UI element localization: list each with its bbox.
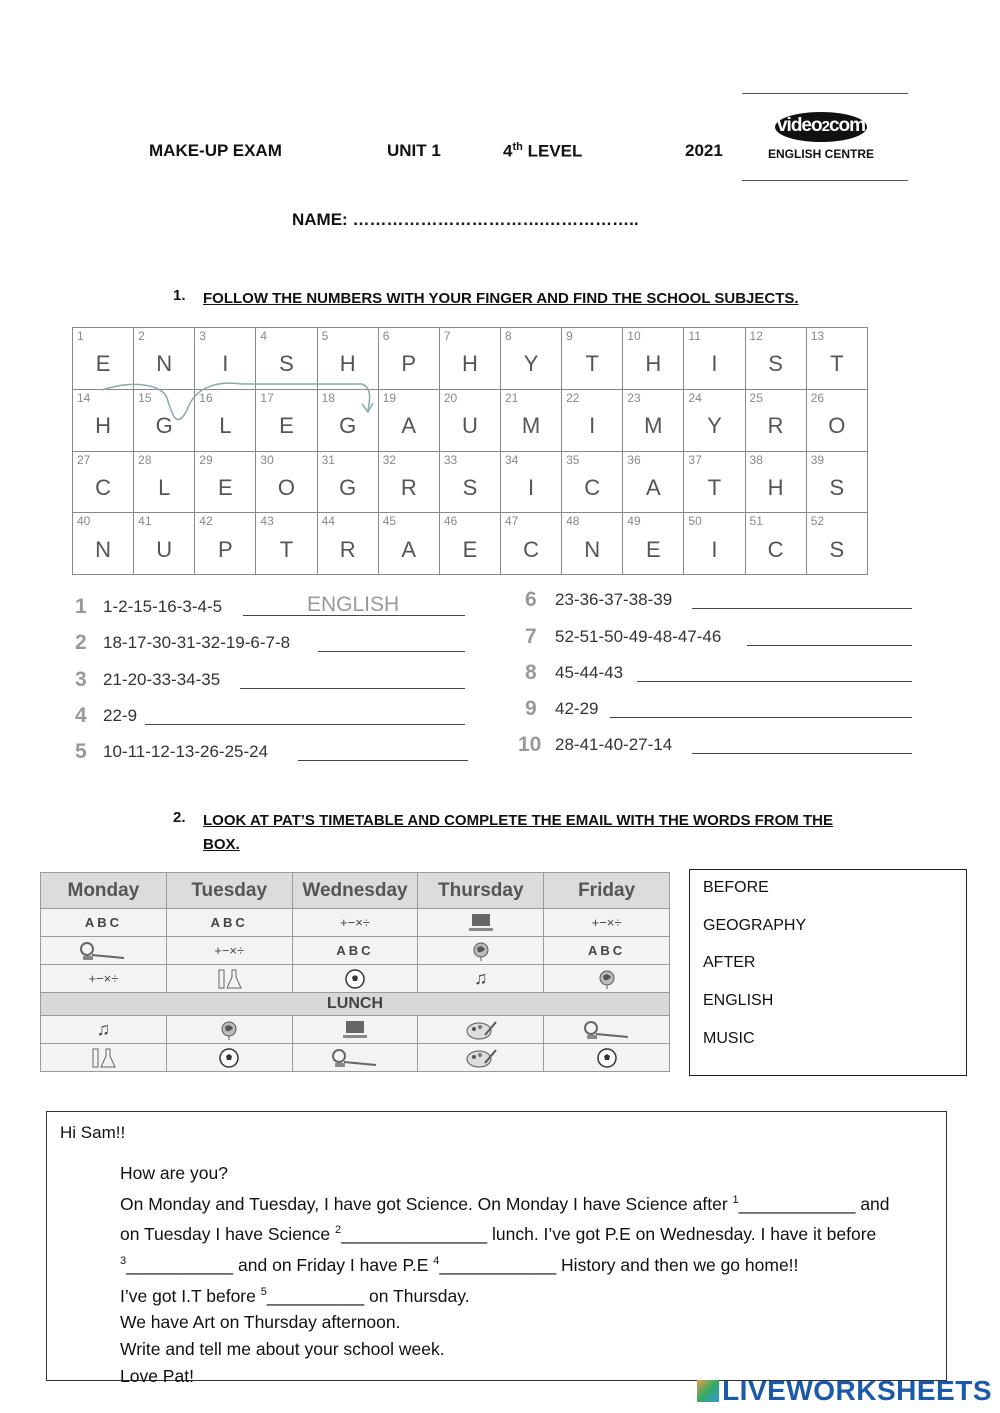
email-line: Love Pat! xyxy=(120,1365,194,1386)
grid-cell: 5 H xyxy=(317,328,378,390)
maths-icon: +−×÷ xyxy=(292,909,418,937)
day-wednesday: Wednesday xyxy=(292,873,418,909)
grid-cell: 1 E xyxy=(73,328,134,390)
science-flask-icon xyxy=(166,965,292,993)
grid-cell: 28 L xyxy=(134,451,195,513)
football-icon xyxy=(544,1044,670,1072)
number-sequence: 45-44-43 xyxy=(555,663,624,682)
email-line: on Tuesday I have Science $^2$_______________ lunch. I’ve got P.E on Wednesday. I have it before xyxy=(120,1224,877,1245)
grid-cell: 15 G xyxy=(134,389,195,451)
day-tuesday: Tuesday xyxy=(166,873,292,909)
maths-icon: +−×÷ xyxy=(544,909,670,937)
grid-cell: 31 G xyxy=(317,451,378,513)
item-number: 6 xyxy=(525,588,537,611)
answer-line[interactable] xyxy=(298,742,468,761)
grid-cell: 46 E xyxy=(439,513,500,575)
grid-cell: 7 H xyxy=(439,328,500,390)
grid-cell: 26 O xyxy=(806,389,867,451)
grid-cell: 42 P xyxy=(195,513,256,575)
grid-cell: 23 M xyxy=(623,389,684,451)
email-line: How are you? xyxy=(120,1163,228,1183)
grid-cell: 40 N xyxy=(73,513,134,575)
grid-cell: 13 T xyxy=(806,328,867,390)
grid-cell: 24 Y xyxy=(684,389,745,451)
exam-title: MAKE-UP EXAM xyxy=(149,141,282,160)
logo-bottom-rule xyxy=(742,180,908,181)
maths-icon: +−×÷ xyxy=(41,965,167,993)
word-box xyxy=(689,869,967,1076)
art-palette-icon xyxy=(418,1016,544,1044)
grid-cell: 45 A xyxy=(378,513,439,575)
grid-cell: 49 E xyxy=(623,513,684,575)
grid-cell: 47 C xyxy=(500,513,561,575)
level-label: 4th LEVEL xyxy=(503,141,583,161)
day-thursday: Thursday xyxy=(418,873,544,909)
logo-top-rule xyxy=(742,93,908,94)
email-body xyxy=(120,1160,920,1390)
name-field[interactable]: NAME: …………………………….…………….. xyxy=(292,210,639,229)
lunch-row: LUNCH xyxy=(41,993,670,1016)
computer-icon xyxy=(418,909,544,937)
grid-cell: 4 S xyxy=(256,328,317,390)
grid-cell: 39 S xyxy=(806,451,867,513)
item-number: 7 xyxy=(525,625,537,648)
grid-cell: 43 T xyxy=(256,513,317,575)
day-friday: Friday xyxy=(544,873,670,909)
item-number: 10 xyxy=(518,733,542,756)
grid-cell: 35 C xyxy=(562,451,623,513)
blank-4[interactable]: ____________ History and then we go home!! xyxy=(439,1254,799,1275)
grid-cell: 21 M xyxy=(500,389,561,451)
word-after: AFTER xyxy=(703,954,756,971)
email-box xyxy=(46,1111,947,1386)
number-sequence: 28-41-40-27-14 xyxy=(555,735,673,754)
blank-3[interactable]: ___________ and on Friday I have P.E xyxy=(126,1254,434,1275)
q2-heading: 2. LOOK AT PAT’S TIMETABLE AND COMPLETE THE EMAIL WITH THE WORDS FROM THE BOX. xyxy=(173,809,833,853)
email-line: I’ve got I.T before $^5$__________ on Thursday. xyxy=(120,1285,470,1306)
number-sequence: 23-36-37-38-39 xyxy=(555,590,673,609)
email-line: Write and tell me about your school week. xyxy=(120,1339,445,1360)
globe-icon xyxy=(418,937,544,965)
item-number: 4 xyxy=(75,704,87,727)
answer-line[interactable] xyxy=(610,699,912,718)
grid-cell: 52 S xyxy=(806,513,867,575)
number-sequence: 1-2-15-16-3-4-5 xyxy=(103,597,223,616)
art-palette-icon xyxy=(418,1044,544,1072)
grid-cell: 37 T xyxy=(684,451,745,513)
word-music: MUSIC xyxy=(703,1030,755,1047)
music-note-icon: ♫ xyxy=(418,965,544,993)
music-note-icon: ♫ xyxy=(41,1016,167,1044)
grid-cell: 30 O xyxy=(256,451,317,513)
science-microscope-icon xyxy=(292,1044,418,1072)
grid-cell: 20 U xyxy=(439,389,500,451)
grid-cell: 36 A xyxy=(623,451,684,513)
english-icon: ABC xyxy=(544,937,670,965)
timetable xyxy=(40,872,670,1072)
unit-label: UNIT 1 xyxy=(387,141,441,160)
globe-icon xyxy=(166,1016,292,1044)
english-icon: ABC xyxy=(292,937,418,965)
grid-cell: 38 H xyxy=(745,451,806,513)
grid-cell: 32 R xyxy=(378,451,439,513)
word-geography: GEOGRAPHY xyxy=(703,917,807,934)
item-number: 3 xyxy=(75,668,87,691)
blank-2[interactable]: _______________ lunch. I’ve got P.E on Wednesday. I have it before xyxy=(341,1224,877,1245)
answer-line[interactable] xyxy=(145,706,465,725)
english-icon: ABC xyxy=(166,909,292,937)
grid-cell: 41 U xyxy=(134,513,195,575)
answer-line[interactable] xyxy=(692,590,912,609)
answer-line[interactable] xyxy=(747,627,912,646)
letter-grid xyxy=(72,327,868,575)
item-number: 8 xyxy=(525,661,537,684)
answer-line[interactable] xyxy=(318,633,465,652)
email-line: $^3$___________ and on Friday I have P.E $^4$____________ History and then we go home!! xyxy=(120,1254,799,1275)
science-microscope-icon xyxy=(544,1016,670,1044)
grid-cell: 6 P xyxy=(378,328,439,390)
grid-cell: 33 S xyxy=(439,451,500,513)
english-icon: ABC xyxy=(41,909,167,937)
blank-5[interactable]: __________ on Thursday. xyxy=(266,1285,470,1306)
grid-cell: 48 N xyxy=(562,513,623,575)
item-number: 5 xyxy=(75,740,87,763)
football-icon xyxy=(166,1044,292,1072)
logo: video2com xyxy=(775,112,867,142)
email-line: We have Art on Thursday afternoon. xyxy=(120,1312,401,1333)
grid-cell: 12 S xyxy=(745,328,806,390)
number-sequence: 22-9 xyxy=(103,706,138,725)
grid-cell: 3 I xyxy=(195,328,256,390)
grid-cell: 17 E xyxy=(256,389,317,451)
grid-cell: 29 E xyxy=(195,451,256,513)
grid-cell: 34 I xyxy=(500,451,561,513)
email-line: On Monday and Tuesday, I have got Science. On Monday I have Science after $^1$____________ and xyxy=(120,1193,890,1214)
grid-cell: 27 C xyxy=(73,451,134,513)
grid-cell: 16 L xyxy=(195,389,256,451)
year-label: 2021 xyxy=(685,141,723,160)
number-sequence: 42-29 xyxy=(555,699,599,718)
grid-cell: 25 R xyxy=(745,389,806,451)
day-monday: Monday xyxy=(41,873,167,909)
liveworksheets-logo: LIVEWORKSHEETS xyxy=(697,1375,992,1407)
grid-cell: 44 R xyxy=(317,513,378,575)
science-flask-icon xyxy=(41,1044,167,1072)
globe-icon xyxy=(544,965,670,993)
lws-icon xyxy=(697,1380,719,1402)
computer-icon xyxy=(292,1016,418,1044)
number-sequence: 52-51-50-49-48-47-46 xyxy=(555,627,722,646)
answer-line[interactable] xyxy=(240,670,465,689)
answer-line[interactable]: ENGLISH xyxy=(243,597,465,616)
grid-cell: 19 A xyxy=(378,389,439,451)
science-microscope-icon xyxy=(41,937,167,965)
grid-cell: 51 C xyxy=(745,513,806,575)
number-sequence: 21-20-33-34-35 xyxy=(103,670,221,689)
word-english: ENGLISH xyxy=(703,992,774,1009)
word-before: BEFORE xyxy=(703,879,769,896)
q1-heading: 1. FOLLOW THE NUMBERS WITH YOUR FINGER AND FIND THE SCHOOL SUBJECTS. xyxy=(173,287,799,307)
number-sequence: 10-11-12-13-26-25-24 xyxy=(103,742,269,761)
answer-line[interactable] xyxy=(692,735,912,754)
grid-cell: 8 Y xyxy=(500,328,561,390)
logo-subtitle: ENGLISH CENTRE xyxy=(768,147,875,161)
grid-cell: 50 I xyxy=(684,513,745,575)
grid-cell: 18 G xyxy=(317,389,378,451)
blank-1[interactable]: ____________ and xyxy=(738,1193,890,1214)
grid-cell: 10 H xyxy=(623,328,684,390)
grid-cell: 14 H xyxy=(73,389,134,451)
grid-cell: 11 I xyxy=(684,328,745,390)
grid-cell: 9 T xyxy=(562,328,623,390)
email-greeting: Hi Sam!! xyxy=(60,1123,126,1142)
number-sequence: 18-17-30-31-32-19-6-7-8 xyxy=(103,633,291,652)
item-number: 1 xyxy=(75,595,87,618)
item-number: 9 xyxy=(525,697,537,720)
grid-cell: 22 I xyxy=(562,389,623,451)
answer-line[interactable] xyxy=(637,663,912,682)
item-number: 2 xyxy=(75,631,87,654)
football-icon xyxy=(292,965,418,993)
grid-cell: 2 N xyxy=(134,328,195,390)
maths-icon: +−×÷ xyxy=(166,937,292,965)
